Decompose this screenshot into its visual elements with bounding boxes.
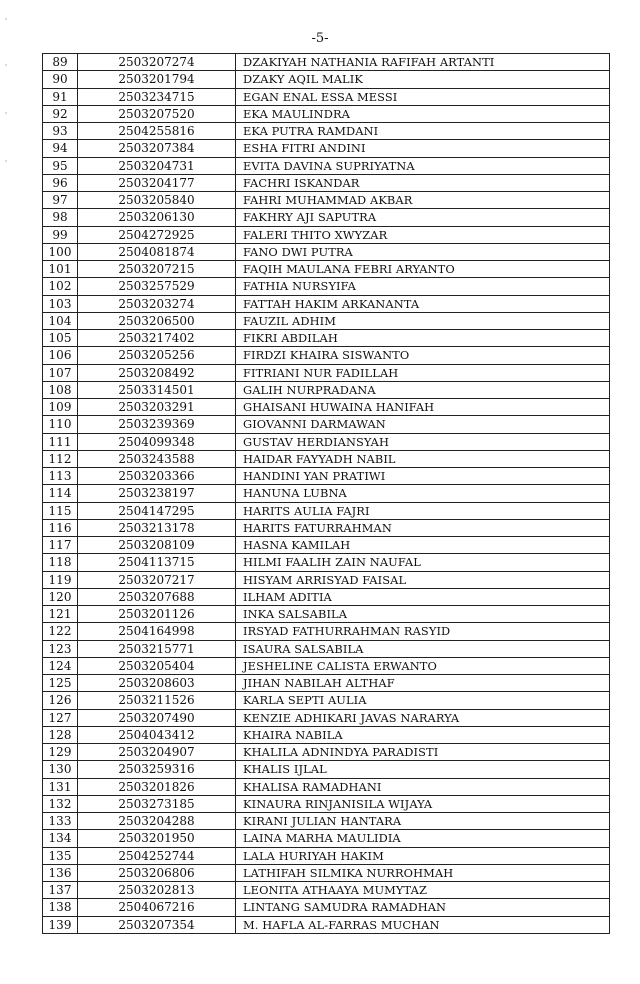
student-name: GUSTAV HERDIANSYAH	[236, 433, 610, 450]
scan-dot	[5, 64, 7, 66]
table-row	[43, 485, 610, 502]
row-number: 107	[43, 364, 78, 381]
table-row	[43, 847, 610, 864]
row-number: 126	[43, 692, 78, 709]
row-number: 103	[43, 295, 78, 312]
row-number: 97	[43, 192, 78, 209]
row-number: 127	[43, 709, 78, 726]
student-name: ESHA FITRI ANDINI	[236, 140, 610, 157]
registration-number: 2503215771	[78, 640, 236, 657]
table-row	[43, 916, 610, 933]
student-name: LATHIFAH SILMIKA NURROHMAH	[236, 864, 610, 881]
table-row	[43, 399, 610, 416]
row-number: 102	[43, 278, 78, 295]
row-number: 106	[43, 347, 78, 364]
student-name: FAHRI MUHAMMAD AKBAR	[236, 192, 610, 209]
registration-number: 2503217402	[78, 330, 236, 347]
student-name: HARITS AULIA FAJRI	[236, 502, 610, 519]
student-name: LEONITA ATHAAYA MUMYTAZ	[236, 882, 610, 899]
student-name: FATTAH HAKIM ARKANANTA	[236, 295, 610, 312]
registration-number: 2503204288	[78, 813, 236, 830]
registration-number: 2503207688	[78, 588, 236, 605]
registration-number: 2503204907	[78, 744, 236, 761]
student-name: IRSYAD FATHURRAHMAN RASYID	[236, 623, 610, 640]
row-number: 125	[43, 675, 78, 692]
table-row	[43, 226, 610, 243]
table-row	[43, 450, 610, 467]
row-number: 109	[43, 399, 78, 416]
registration-number: 2504099348	[78, 433, 236, 450]
scan-dot	[5, 18, 7, 20]
row-number: 91	[43, 88, 78, 105]
registration-number: 2504113715	[78, 554, 236, 571]
student-name: FAUZIL ADHIM	[236, 312, 610, 329]
row-number: 113	[43, 468, 78, 485]
row-number: 111	[43, 433, 78, 450]
row-number: 128	[43, 726, 78, 743]
student-name: INKA SALSABILA	[236, 606, 610, 623]
row-number: 122	[43, 623, 78, 640]
row-number: 105	[43, 330, 78, 347]
registration-number: 2503207384	[78, 140, 236, 157]
registration-number: 2503213178	[78, 519, 236, 536]
table-row	[43, 364, 610, 381]
row-number: 99	[43, 226, 78, 243]
table-row	[43, 330, 610, 347]
row-number: 120	[43, 588, 78, 605]
table-row	[43, 761, 610, 778]
registration-number: 2503273185	[78, 795, 236, 812]
student-name: FACHRI ISKANDAR	[236, 174, 610, 191]
table-row	[43, 502, 610, 519]
table-row	[43, 588, 610, 605]
registration-number: 2503207217	[78, 571, 236, 588]
student-name: GHAISANI HUWAINA HANIFAH	[236, 399, 610, 416]
student-name: FAKHRY AJI SAPUTRA	[236, 209, 610, 226]
table-row	[43, 899, 610, 916]
table-row	[43, 157, 610, 174]
registration-number: 2503208603	[78, 675, 236, 692]
table-row	[43, 537, 610, 554]
student-name: HANDINI YAN PRATIWI	[236, 468, 610, 485]
row-number: 119	[43, 571, 78, 588]
table-row	[43, 433, 610, 450]
student-name: FAQIH MAULANA FEBRI ARYANTO	[236, 261, 610, 278]
row-number: 134	[43, 830, 78, 847]
student-name: DZAKIYAH NATHANIA RAFIFAH ARTANTI	[236, 54, 610, 71]
registration-number: 2504043412	[78, 726, 236, 743]
student-name: KINAURA RINJANISILA WIJAYA	[236, 795, 610, 812]
table-row	[43, 795, 610, 812]
row-number: 129	[43, 744, 78, 761]
student-name: FIKRI ABDILAH	[236, 330, 610, 347]
student-name: FITRIANI NUR FADILLAH	[236, 364, 610, 381]
student-name: LAINA MARHA MAULIDIA	[236, 830, 610, 847]
student-name: LALA HURIYAH HAKIM	[236, 847, 610, 864]
row-number: 136	[43, 864, 78, 881]
registration-number: 2503211526	[78, 692, 236, 709]
table-row	[43, 123, 610, 140]
row-number: 114	[43, 485, 78, 502]
table-row	[43, 606, 610, 623]
registration-number: 2504252744	[78, 847, 236, 864]
registration-number: 2503314501	[78, 381, 236, 398]
student-name: JIHAN NABILAH ALTHAF	[236, 675, 610, 692]
row-number: 117	[43, 537, 78, 554]
table-row	[43, 675, 610, 692]
row-number: 133	[43, 813, 78, 830]
student-name: KENZIE ADHIKARI JAVAS NARARYA	[236, 709, 610, 726]
registration-number: 2504081874	[78, 243, 236, 260]
student-name: EKA PUTRA RAMDANI	[236, 123, 610, 140]
row-number: 93	[43, 123, 78, 140]
registration-number: 2503201826	[78, 778, 236, 795]
table-row	[43, 519, 610, 536]
page-number: -5-	[311, 31, 329, 46]
student-name: GIOVANNI DARMAWAN	[236, 416, 610, 433]
table-row	[43, 347, 610, 364]
student-name: FATHIA NURSYIFA	[236, 278, 610, 295]
table-row	[43, 623, 610, 640]
row-number: 130	[43, 761, 78, 778]
row-number: 131	[43, 778, 78, 795]
table-row	[43, 140, 610, 157]
registration-number: 2503206130	[78, 209, 236, 226]
student-name: DZAKY AQIL MALIK	[236, 71, 610, 88]
student-name: FALERI THITO XWYZAR	[236, 226, 610, 243]
student-name: M. HAFLA AL-FARRAS MUCHAN	[236, 916, 610, 933]
registration-number: 2504164998	[78, 623, 236, 640]
table-row	[43, 278, 610, 295]
table-row	[43, 174, 610, 191]
student-name: HISYAM ARRISYAD FAISAL	[236, 571, 610, 588]
table-row	[43, 882, 610, 899]
table-row	[43, 657, 610, 674]
student-name: EVITA DAVINA SUPRIYATNA	[236, 157, 610, 174]
registration-number: 2504255816	[78, 123, 236, 140]
table-row	[43, 468, 610, 485]
scan-dot	[5, 160, 7, 162]
student-name: LINTANG SAMUDRA RAMADHAN	[236, 899, 610, 916]
table-row	[43, 312, 610, 329]
row-number: 94	[43, 140, 78, 157]
table-body	[43, 54, 610, 934]
row-number: 115	[43, 502, 78, 519]
table-row	[43, 295, 610, 312]
row-number: 96	[43, 174, 78, 191]
row-number: 118	[43, 554, 78, 571]
table-row	[43, 830, 610, 847]
student-name: KHALILA ADNINDYA PARADISTI	[236, 744, 610, 761]
registration-number: 2503207520	[78, 105, 236, 122]
registration-number: 2503202813	[78, 882, 236, 899]
student-name: ILHAM ADITIA	[236, 588, 610, 605]
student-name: EGAN ENAL ESSA MESSI	[236, 88, 610, 105]
table-row	[43, 88, 610, 105]
table-row	[43, 54, 610, 71]
student-name: JESHELINE CALISTA ERWANTO	[236, 657, 610, 674]
registration-number: 2503207215	[78, 261, 236, 278]
registration-number: 2504147295	[78, 502, 236, 519]
row-number: 98	[43, 209, 78, 226]
registration-number: 2504067216	[78, 899, 236, 916]
registration-number: 2503203291	[78, 399, 236, 416]
registration-number: 2503208109	[78, 537, 236, 554]
student-name: FANO DWI PUTRA	[236, 243, 610, 260]
table-row	[43, 692, 610, 709]
student-name: ISAURA SALSABILA	[236, 640, 610, 657]
row-number: 121	[43, 606, 78, 623]
row-number: 139	[43, 916, 78, 933]
registration-number: 2503201126	[78, 606, 236, 623]
registration-number: 2503208492	[78, 364, 236, 381]
registration-number: 2503205256	[78, 347, 236, 364]
table-row	[43, 709, 610, 726]
registration-number: 2503257529	[78, 278, 236, 295]
table-row	[43, 640, 610, 657]
row-number: 135	[43, 847, 78, 864]
registration-number: 2503207274	[78, 54, 236, 71]
registration-number: 2503203274	[78, 295, 236, 312]
table-row	[43, 554, 610, 571]
registration-number: 2503204177	[78, 174, 236, 191]
table-row	[43, 726, 610, 743]
student-name: HANUNA LUBNA	[236, 485, 610, 502]
student-name: HARITS FATURRAHMAN	[236, 519, 610, 536]
registration-number: 2503205404	[78, 657, 236, 674]
registration-number: 2504272925	[78, 226, 236, 243]
registration-number: 2503239369	[78, 416, 236, 433]
row-number: 89	[43, 54, 78, 71]
table-row	[43, 71, 610, 88]
student-name: HASNA KAMILAH	[236, 537, 610, 554]
row-number: 138	[43, 899, 78, 916]
table-row	[43, 744, 610, 761]
registration-number: 2503203366	[78, 468, 236, 485]
registration-number: 2503204731	[78, 157, 236, 174]
student-name: KHAIRA NABILA	[236, 726, 610, 743]
row-number: 123	[43, 640, 78, 657]
table-row	[43, 571, 610, 588]
table-row	[43, 261, 610, 278]
student-name: KIRANI JULIAN HANTARA	[236, 813, 610, 830]
registration-number: 2503243588	[78, 450, 236, 467]
registration-number: 2503206806	[78, 864, 236, 881]
row-number: 132	[43, 795, 78, 812]
table-row	[43, 105, 610, 122]
scan-dot	[5, 112, 7, 114]
student-list-table	[42, 53, 610, 934]
row-number: 137	[43, 882, 78, 899]
row-number: 95	[43, 157, 78, 174]
row-number: 104	[43, 312, 78, 329]
student-name: HAIDAR FAYYADH NABIL	[236, 450, 610, 467]
registration-number: 2503206500	[78, 312, 236, 329]
registration-number: 2503201794	[78, 71, 236, 88]
row-number: 90	[43, 71, 78, 88]
registration-number: 2503205840	[78, 192, 236, 209]
table-row	[43, 813, 610, 830]
registration-number: 2503207354	[78, 916, 236, 933]
student-name: FIRDZI KHAIRA SISWANTO	[236, 347, 610, 364]
row-number: 124	[43, 657, 78, 674]
student-name: HILMI FAALIH ZAIN NAUFAL	[236, 554, 610, 571]
registration-number: 2503259316	[78, 761, 236, 778]
table-row	[43, 209, 610, 226]
table-row	[43, 192, 610, 209]
registration-number: 2503234715	[78, 88, 236, 105]
table-row	[43, 381, 610, 398]
row-number: 92	[43, 105, 78, 122]
table-row	[43, 243, 610, 260]
student-name: KHALIS IJLAL	[236, 761, 610, 778]
student-name: KHALISA RAMADHANI	[236, 778, 610, 795]
student-name: GALIH NURPRADANA	[236, 381, 610, 398]
row-number: 112	[43, 450, 78, 467]
row-number: 108	[43, 381, 78, 398]
student-name: KARLA SEPTI AULIA	[236, 692, 610, 709]
registration-number: 2503207490	[78, 709, 236, 726]
table-row	[43, 778, 610, 795]
registration-number: 2503201950	[78, 830, 236, 847]
table-row	[43, 864, 610, 881]
registration-number: 2503238197	[78, 485, 236, 502]
student-name: EKA MAULINDRA	[236, 105, 610, 122]
row-number: 116	[43, 519, 78, 536]
row-number: 101	[43, 261, 78, 278]
row-number: 110	[43, 416, 78, 433]
row-number: 100	[43, 243, 78, 260]
table-row	[43, 416, 610, 433]
